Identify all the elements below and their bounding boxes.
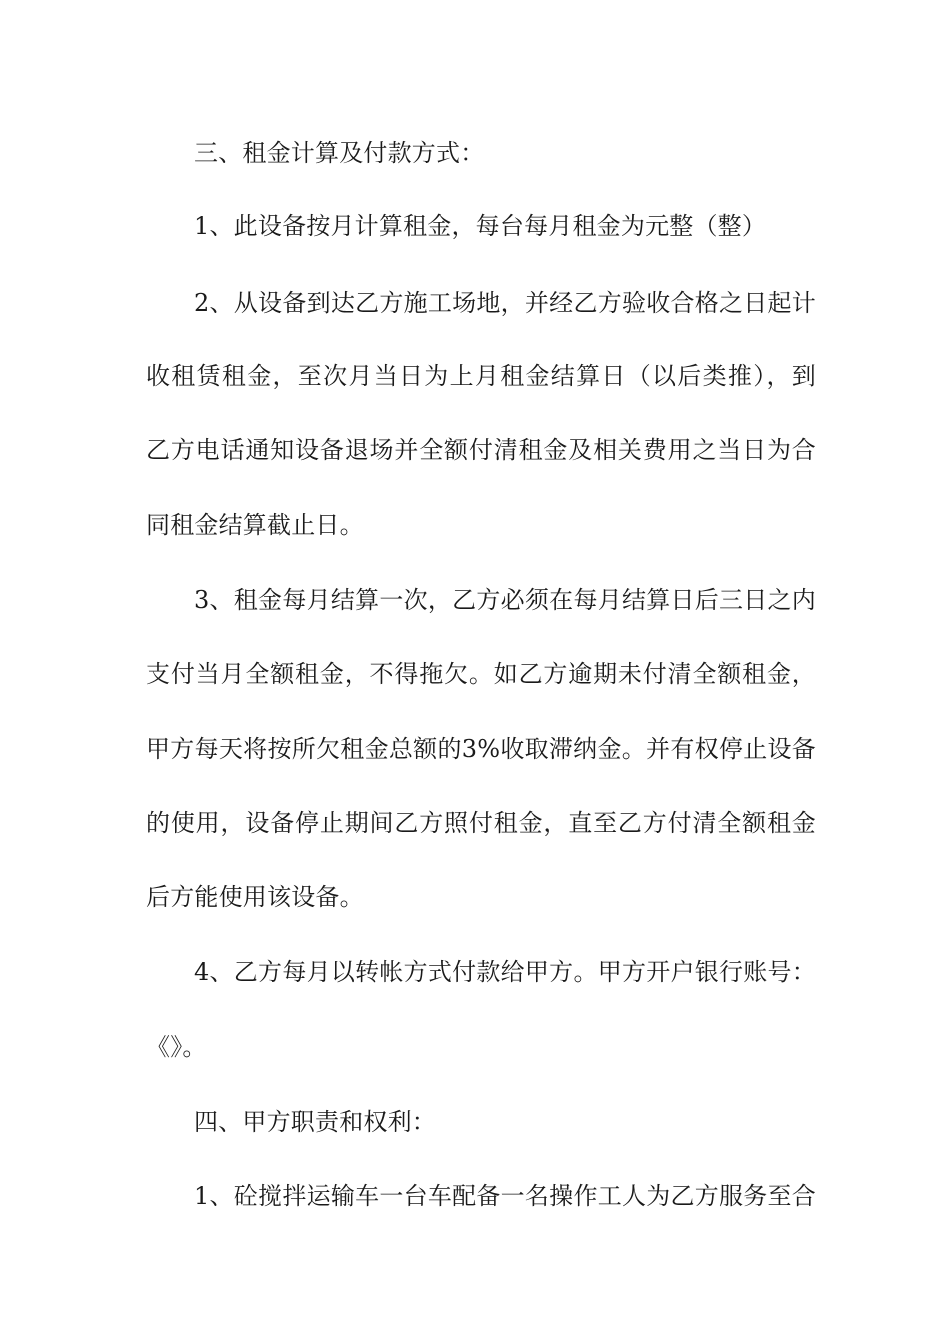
- paragraph-line: 4、乙方每月以转帐方式付款给甲方。甲方开户银行账号：: [194, 958, 816, 986]
- paragraph-line: 3、租金每月结算一次，乙方必须在每月结算日后三日之内: [194, 586, 816, 614]
- paragraph-line: 收租赁租金，至次月当日为上月租金结算日（以后类推），到: [146, 362, 816, 390]
- section-heading-party-a: 四、甲方职责和权利：: [194, 1108, 436, 1136]
- paragraph-line: 2、从设备到达乙方施工场地，并经乙方验收合格之日起计: [194, 289, 816, 317]
- paragraph-line: 支付当月全额租金，不得拖欠。如乙方逾期未付清全额租金，: [146, 660, 816, 688]
- paragraph-line: 甲方每天将按所欠租金总额的3%收取滞纳金。并有权停止设备: [146, 735, 816, 763]
- paragraph-line: 乙方电话通知设备退场并全额付清租金及相关费用之当日为合: [146, 436, 816, 464]
- section-heading-rent: 三、租金计算及付款方式：: [194, 139, 485, 167]
- paragraph-line: 1、砼搅拌运输车一台车配备一名操作工人为乙方服务至合: [194, 1182, 816, 1210]
- paragraph-line: 《》。: [146, 1033, 207, 1061]
- paragraph-line: 同租金结算截止日。: [146, 511, 364, 539]
- paragraph-line: 1、此设备按月计算租金，每台每月租金为元整（整）: [194, 212, 767, 240]
- paragraph-line: 的使用，设备停止期间乙方照付租金，直至乙方付清全额租金: [146, 809, 816, 837]
- paragraph-line: 后方能使用该设备。: [146, 883, 364, 911]
